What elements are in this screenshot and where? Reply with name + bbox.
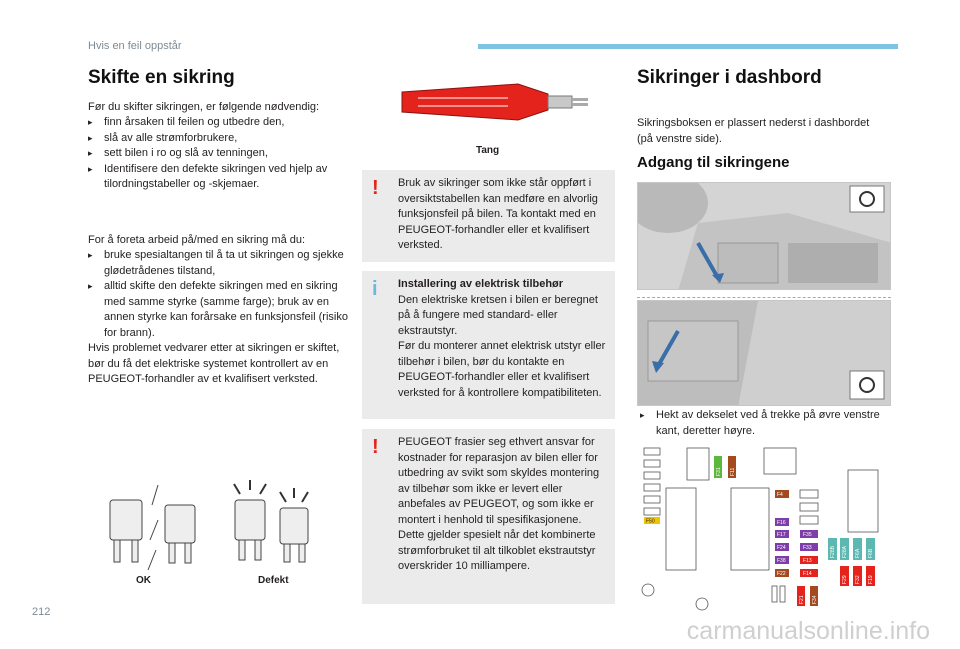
- access-steps: [640, 408, 890, 439]
- fuse-label-f29: F29: [842, 575, 848, 584]
- title-dashboard-fuses: Sikringer i dashbord: [637, 67, 822, 88]
- steps-list-2: [88, 248, 353, 341]
- caption-ok: OK: [136, 575, 151, 586]
- list-item: ▸ Hekt av dekselet ved å trekke på øvre venstre kant, deretter høyre.: [640, 408, 890, 439]
- dashboard-photo-1: [637, 182, 891, 290]
- fuse-label-f11: F11: [730, 467, 736, 476]
- fuse-ok-defect-illustration: [100, 480, 310, 575]
- caption-defect: Defekt: [258, 575, 289, 586]
- fuse-label-f24: F24: [777, 545, 786, 551]
- warning-text: Bruk av sikringer som ikke står oppført i oversiktstabellen kan medføre en alvorlig funksjonsfeil på bilen. Ta kontakt med en PEUGEOT-forhandler eller et kvalifisert verksted.: [398, 177, 598, 251]
- caption-pliers: Tang: [476, 145, 500, 156]
- info-text: Den elektriske kretsen i bilen er beregnet på å fungere med standard- eller ekstrautstyr. Før du monterer annet elektrisk utstyr eller tilbehør i bilen, bør du kontakte en PEUGEOT-forhandler eller et kvalifisert verksted for å kontrollere kompatibiliteten.: [398, 293, 606, 399]
- fuse-label-f28b: F28B: [830, 546, 836, 558]
- subtitle-access: Adgang til sikringene: [637, 154, 790, 171]
- warning-icon: !: [372, 436, 379, 458]
- list-item: ▸ bruke spesialtangen til å ta ut sikringen og sjekke glødetrådenes tilstand,: [88, 248, 353, 279]
- fuse-label-f50: F50: [646, 518, 655, 525]
- warning-note-fuses: [362, 170, 615, 262]
- list-item: ▸ Identifisere den defekte sikringen ved hjelp av tilordningstabeller og -skjemaer.: [88, 162, 353, 193]
- dashboard-photo-2: [637, 300, 891, 406]
- fuse-label-f21: F21: [799, 595, 805, 604]
- intro-text: Før du skifter sikringen, er følgende nødvendig:: [88, 101, 320, 113]
- page-number: 212: [32, 606, 51, 618]
- fuse-label-f34: F34: [812, 595, 818, 604]
- fuse-label-f33: F33: [803, 545, 812, 551]
- fuse-label-f4: F4: [777, 492, 783, 498]
- fuse-pliers-illustration: [398, 80, 598, 130]
- section-header: Hvis en feil oppstår: [88, 40, 182, 52]
- fuse-label-f38: F38: [777, 558, 786, 564]
- fuse-label-f28a: F28A: [842, 546, 848, 558]
- list-item: ▸ sett bilen i ro og slå av tenningen,: [88, 146, 353, 162]
- fuse-label-f6b: F6B: [868, 548, 874, 558]
- header-accent-bar: [478, 44, 898, 49]
- title-change-fuse: Skifte en sikring: [88, 67, 235, 88]
- fuse-label-f19: F19: [868, 575, 874, 584]
- list-item: ▸ alltid skifte den defekte sikringen med en sikring med samme styrke (samme farge); bruk av en annen styrke kan forårsake en funksjonsfeil (risiko for brann).: [88, 279, 353, 341]
- fuse-label-f32: F32: [855, 575, 861, 584]
- warning-note-liability: [362, 429, 615, 604]
- info-icon: i: [372, 278, 378, 300]
- watermark: carmanualsonline.info: [686, 617, 930, 645]
- fuse-label-f13: F13: [803, 558, 812, 564]
- fuse-label-f17: F17: [777, 532, 786, 538]
- liability-text: PEUGEOT frasier seg ethvert ansvar for kostnader for reparasjon av bilen eller for utbedring av svikt som skyldes montering av tilbehør som ikke er levert eller anbefales av PEUGEOT, og som ikke er montert i henhold til spesifikasjonene. Dette gjelder spesielt når det kombinerte strømforbruket til alt tilkoblet ekstrautstyr overskrider 10 milliampere.: [398, 436, 600, 572]
- fuse-label-f35: F35: [803, 532, 812, 538]
- warning-icon: !: [372, 177, 379, 199]
- photo-divider: [637, 297, 891, 298]
- outro-text: Hvis problemet vedvarer etter at sikringen er skiftet, bør du få det elektriske systemet kontrollert av en PEUGEOT-forhandler av et kvalifisert verksted.: [88, 342, 340, 385]
- list-item: ▸ slå av alle strømforbrukere,: [88, 131, 353, 147]
- location-text: Sikringsboksen er plassert nederst i dashbordet (på venstre side).: [637, 117, 870, 145]
- intro2-text: For å foreta arbeid på/med en sikring må du:: [88, 234, 306, 246]
- info-title: Installering av elektrisk tilbehør: [398, 278, 564, 290]
- fuse-label-f22: F22: [777, 571, 786, 577]
- fuse-label-f14: F14: [803, 571, 812, 577]
- fuse-label-f6a: F6A: [855, 548, 861, 558]
- fuse-box-diagram: [640, 444, 890, 614]
- fuse-label-f31: F31: [716, 467, 722, 476]
- list-item: ▸ finn årsaken til feilen og utbedre den,: [88, 115, 353, 131]
- steps-list-1: [88, 115, 353, 193]
- fuse-label-f16: F16: [777, 520, 786, 526]
- info-note-accessories: [362, 271, 615, 419]
